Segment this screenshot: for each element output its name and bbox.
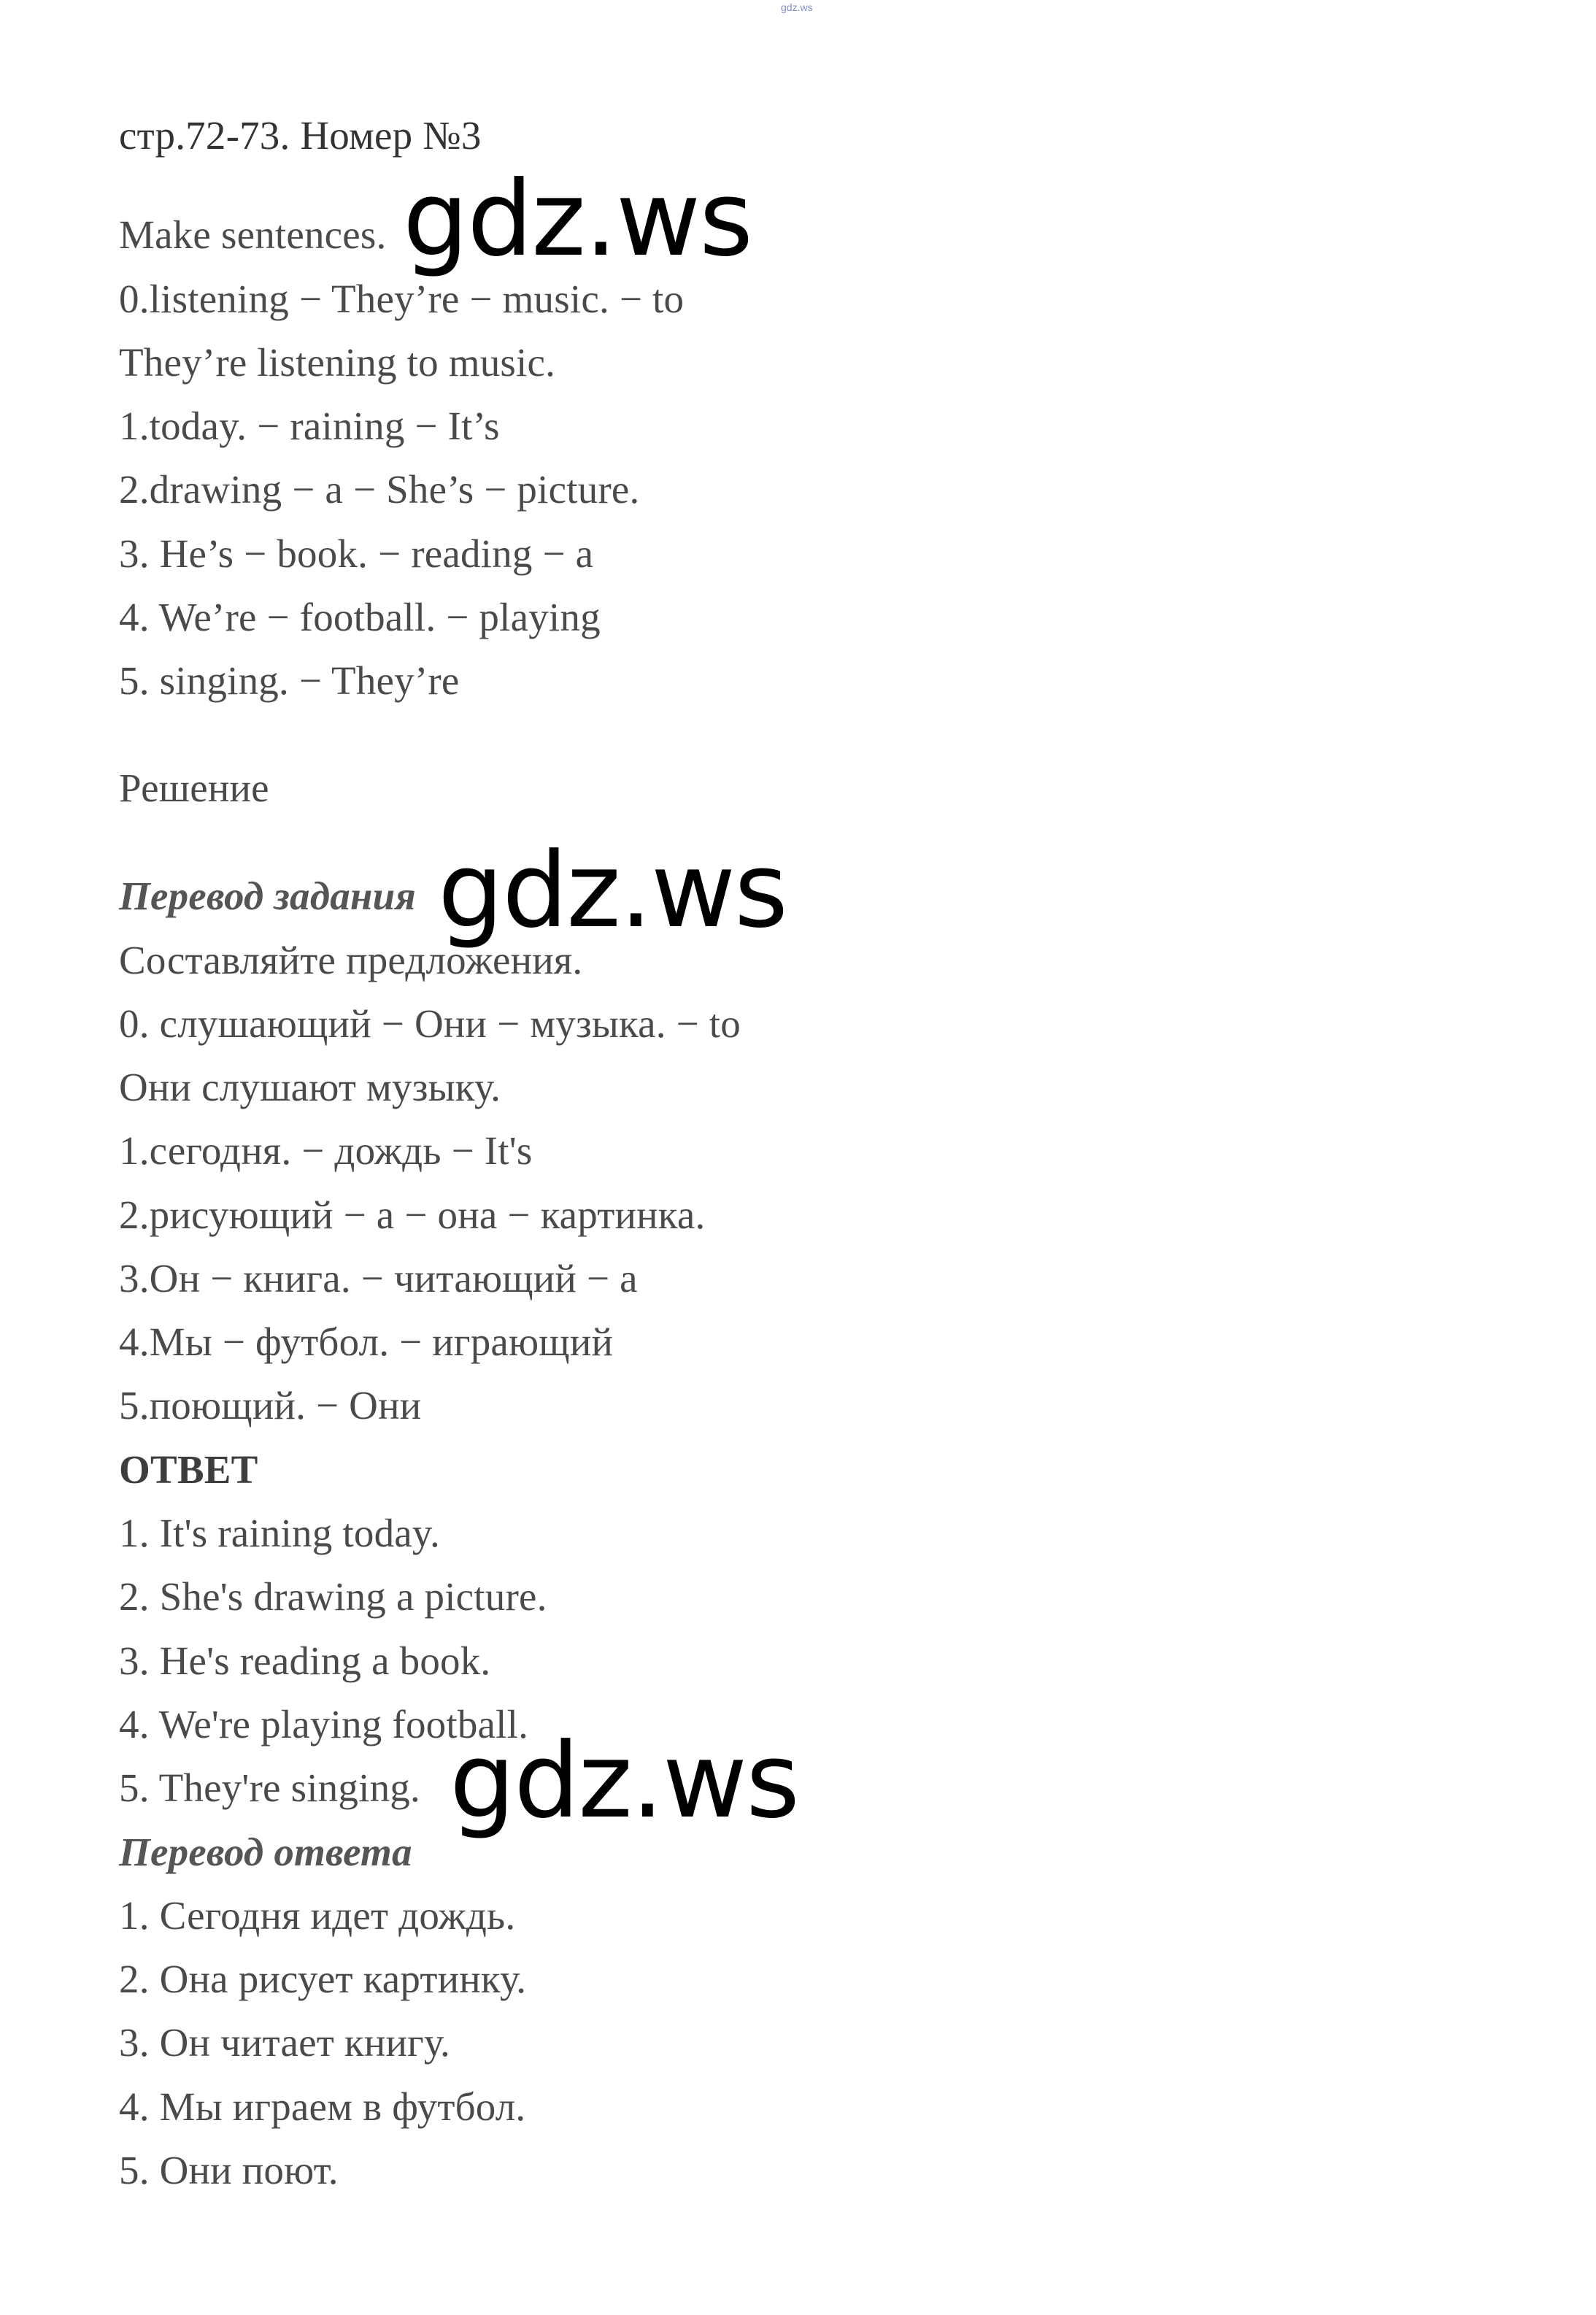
page-title: стр.72-73. Номер №3 [119,113,482,158]
task-line-0: 0.listening − They’re − music. − to [119,277,685,321]
answer-translation-line-4: 4. Мы играем в футбол. [119,2084,526,2129]
task-line-3: 3. He’s − book. − reading − a [119,531,594,576]
answer-translation-line-3: 3. Он читает книгу. [119,2020,451,2065]
watermark-2: gdz.ws [438,831,787,951]
task-instruction: Make sentences. [119,212,387,257]
watermark-3: gdz.ws [450,1721,799,1841]
task-line-5: 5. singing. − They’re [119,658,460,703]
answer-line-5: 5. They're singing. [119,1765,420,1810]
answer-heading: ОТВЕТ [119,1447,258,1492]
answer-translation-heading: Перевод ответа [119,1830,412,1874]
answer-line-2: 2. She's drawing a picture. [119,1574,547,1619]
translation-line-instruction: Составляйте предложения. [119,938,583,982]
translation-heading: Перевод задания [119,874,416,918]
answer-translation-line-1: 1. Сегодня идет дождь. [119,1893,516,1938]
site-mark: gdz.ws [781,1,813,13]
translation-line-1: 1.сегодня. − дождь − It's [119,1128,533,1173]
task-example-answer: They’re listening to music. [119,340,556,385]
translation-line-3: 3.Он − книга. − читающий − a [119,1256,638,1301]
translation-line-5: 5.поющий. − Они [119,1383,422,1428]
solution-heading: Решение [119,766,269,810]
translation-line-2: 2.рисующий − a − она − картинка. [119,1193,706,1237]
answer-translation-line-5: 5. Они поют. [119,2148,339,2192]
translation-line-4: 4.Мы − футбол. − играющий [119,1320,614,1364]
watermark-1: gdz.ws [403,159,752,280]
answer-line-1: 1. It's raining today. [119,1511,440,1555]
task-line-4: 4. We’re − football. − playing [119,595,601,639]
answer-translation-line-2: 2. Она рисует картинку. [119,1957,527,2001]
task-line-1: 1.today. − raining − It’s [119,404,500,448]
answer-line-4: 4. We're playing football. [119,1702,529,1746]
translation-line-0: 0. слушающий − Они − музыка. − to [119,1001,741,1046]
task-line-2: 2.drawing − a − She’s − picture. [119,467,640,512]
answer-line-3: 3. He's reading a book. [119,1638,491,1683]
translation-example-answer: Они слушают музыку. [119,1065,501,1109]
